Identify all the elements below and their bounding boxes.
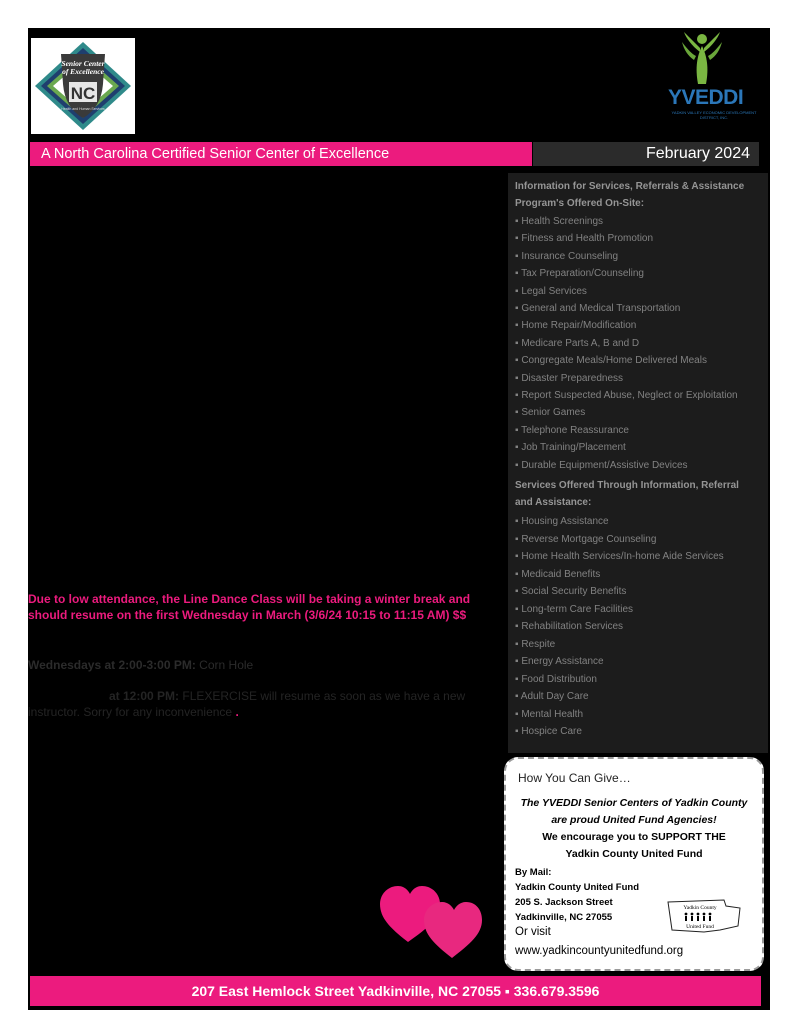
service-list-item: ▪ Telephone Reassurance (515, 424, 629, 436)
uf-logo-bottom-text: United Fund (686, 924, 714, 930)
service-list-item: ▪ Fitness and Health Promotion (515, 233, 654, 245)
flexercise-text: FLEXERCISE will resume as soon as we have a new instructor. Sorry for any inconvenience (28, 689, 466, 719)
service-list-item: ▪ Report Suspected Abuse, Neglect or Exploitation (515, 390, 738, 401)
sidebar-heading-1a: Information for Services, Referrals & Assistance (515, 181, 745, 192)
month-label: February 2024 (645, 145, 750, 162)
logo-caption: Health and Human Services (61, 107, 105, 111)
service-list-item: ▪ Home Health Services/In-home Aide Services (515, 551, 724, 562)
flexercise-time: at 12:00 PM: (109, 689, 180, 703)
service-list-item: ▪ Respite (515, 638, 556, 650)
flexercise-notice (28, 688, 498, 720)
month-banner (533, 142, 759, 166)
service-list-item: ▪ Disaster Preparedness (515, 372, 624, 384)
yveddi-logo (664, 30, 762, 128)
service-list-item: ▪ Energy Assistance (515, 656, 604, 667)
mail-address-3: Yadkinville, NC 27055 (515, 912, 613, 923)
service-list-item: ▪ Medicaid Benefits (515, 568, 601, 580)
service-list-item: ▪ Reverse Mortgage Counseling (515, 533, 657, 545)
certification-banner (30, 142, 532, 166)
flexercise-end: . (235, 705, 239, 719)
give-line-4: Yadkin County United Fund (565, 848, 703, 860)
senior-center-excellence-logo (31, 38, 135, 134)
service-list-item: ▪ Long-term Care Facilities (515, 603, 634, 615)
logo-monogram: NC (70, 84, 96, 103)
united-fund-website-link[interactable]: www.yadkincountyunitedfund.org (515, 945, 684, 957)
sidebar-heading-2a: Services Offered Through Information, Referral (515, 480, 739, 491)
service-list-item: ▪ Home Repair/Modification (515, 320, 637, 332)
give-title: How You Can Give… (518, 771, 631, 785)
wednesday-time: Wednesdays at 2:00-3:00 PM: (28, 658, 196, 672)
service-list-item: ▪ Durable Equipment/Assistive Devices (515, 459, 688, 471)
give-line-1: The YVEDDI Senior Centers of Yadkin County (520, 797, 748, 809)
service-list-item: ▪ Hospice Care (515, 726, 582, 737)
mail-address-1: Yadkin County United Fund (515, 882, 640, 893)
service-list-item: ▪ Adult Day Care (515, 691, 589, 702)
wednesday-event: Corn Hole (195, 658, 254, 672)
how-you-can-give-box (504, 757, 764, 971)
logo-text-line1: Senior Center (61, 59, 105, 68)
service-list-item: ▪ Senior Games (515, 407, 586, 419)
service-list-item: ▪ Health Screenings (515, 216, 604, 227)
sidebar-heading-1b: Program's Offered On-Site: (515, 198, 645, 209)
service-list-item: ▪ Congregate Meals/Home Delivered Meals (515, 355, 707, 367)
service-list-item: ▪ Tax Preparation/Counseling (515, 268, 644, 280)
service-list-item: ▪ Mental Health (515, 708, 584, 720)
logo-text-line2: of Excellence (62, 67, 104, 76)
united-fund-logo (664, 896, 744, 936)
service-list-item: ▪ Food Distribution (515, 673, 597, 685)
give-line-3: We encourage you to SUPPORT THE (542, 831, 726, 843)
services-sidebar (508, 173, 768, 753)
service-list-item: ▪ Medicare Parts A, B and D (515, 337, 640, 349)
service-list-item: ▪ Insurance Counseling (515, 250, 619, 262)
uf-logo-top-text: Yadkin County (683, 905, 717, 911)
service-list-item: ▪ Job Training/Placement (515, 442, 626, 454)
footer-address: 207 East Hemlock Street Yadkinville, NC 27055 ▪ 336.679.3596 (191, 983, 600, 999)
service-list-item: ▪ Housing Assistance (515, 516, 609, 527)
or-visit-label: Or visit (515, 926, 551, 938)
service-list-item: ▪ Legal Services (515, 285, 587, 297)
yveddi-subtitle: YADKIN VALLEY ECONOMIC DEVELOPMENT DISTRICT, INC. (671, 110, 757, 120)
sidebar-heading-2b: and Assistance: (515, 497, 592, 508)
service-list-item: ▪ Social Security Benefits (515, 586, 627, 597)
hearts-decoration (378, 880, 484, 960)
flyer-page (28, 28, 770, 1010)
yveddi-wordmark: YVEDDI (668, 86, 744, 109)
by-mail-label: By Mail: (515, 867, 552, 878)
certification-banner-text: A North Carolina Certified Senior Center of Excellence (41, 146, 390, 162)
service-list-item: ▪ General and Medical Transportation (515, 303, 681, 314)
footer-address-bar (30, 976, 761, 1006)
give-line-2: are proud United Fund Agencies! (551, 814, 717, 826)
mail-address-2: 205 S. Jackson Street (515, 897, 613, 908)
wednesday-activity (28, 658, 253, 672)
service-list-item: ▪ Rehabilitation Services (515, 621, 624, 632)
line-dance-notice: Due to low attendance, the Line Dance Class will be taking a winter break and should resume on the first Wednesday in March (3/6/24 10:15 to 11:15 AM) $$ (28, 592, 471, 622)
